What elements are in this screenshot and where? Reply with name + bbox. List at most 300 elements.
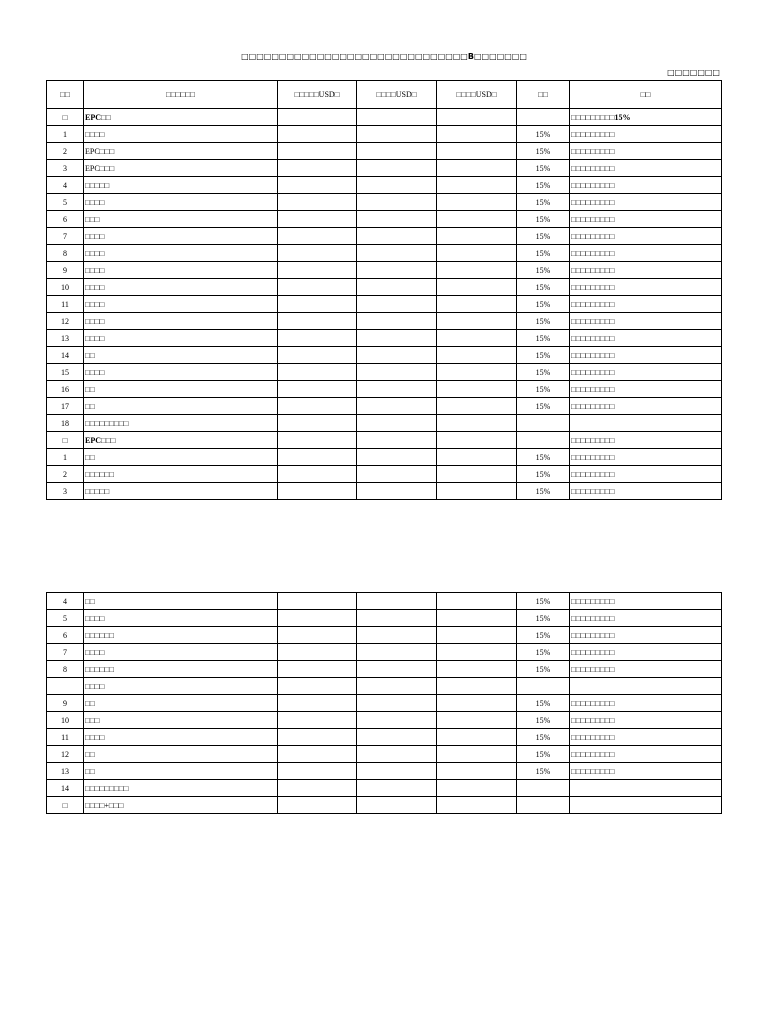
row-number: 3 [47,483,84,500]
row-amount-1 [278,126,357,143]
row-amount-3 [437,780,517,797]
row-note: □□□□□□□□□ [570,381,722,398]
row-note: □□□□□□□□□ [570,194,722,211]
row-number: 6 [47,211,84,228]
row-rate: 15% [517,593,570,610]
table-row [47,245,722,262]
row-rate: 15% [517,228,570,245]
table-row [47,415,722,432]
row-number: □ [47,109,84,126]
row-number: □ [47,432,84,449]
row-amount-1 [278,695,357,712]
row-amount-2 [357,763,437,780]
row-amount-2 [357,780,437,797]
row-amount-1 [278,330,357,347]
row-note [570,780,722,797]
row-rate: 15% [517,177,570,194]
row-number: 5 [47,610,84,627]
row-rate: 15% [517,466,570,483]
row-number: 11 [47,296,84,313]
section-row [47,432,722,449]
row-amount-1 [278,593,357,610]
row-amount-2 [357,449,437,466]
row-item-name: □□□□ [84,364,278,381]
row-rate [517,678,570,695]
row-number: 8 [47,245,84,262]
table-row [47,466,722,483]
row-item-name: □□□□ [84,245,278,262]
table-row [47,211,722,228]
row-item-name: □□□□□ [84,483,278,500]
row-item-name: □□□□ [84,262,278,279]
row-number: 5 [47,194,84,211]
row-amount-3 [437,644,517,661]
table-row [47,330,722,347]
row-note: □□□□□□□□□ [570,644,722,661]
row-number: 10 [47,279,84,296]
header-item-name: □□□□□□ [84,81,278,109]
row-note: □□□□□□□□□ [570,763,722,780]
row-note: □□□□□□□□□ [570,211,722,228]
row-amount-3 [437,347,517,364]
row-amount-2 [357,712,437,729]
row-rate [517,109,570,126]
row-item-name: EPC□□ [84,109,278,126]
row-amount-1 [278,194,357,211]
row-rate [517,432,570,449]
row-amount-1 [278,483,357,500]
row-number: 12 [47,746,84,763]
row-amount-3 [437,449,517,466]
row-note: □□□□□□□□□ [570,279,722,296]
row-amount-2 [357,381,437,398]
row-number: 17 [47,398,84,415]
row-item-name: □□□□ [84,296,278,313]
row-amount-3 [437,381,517,398]
row-item-name: □□□□ [84,729,278,746]
row-rate [517,780,570,797]
row-rate: 15% [517,262,570,279]
row-amount-2 [357,797,437,814]
document-title: □□□□□□□□□□□□□□□□□□□□□□□□□□□□□□B□□□□□□□ [241,52,527,61]
row-amount-3 [437,763,517,780]
row-amount-1 [278,177,357,194]
row-rate: 15% [517,211,570,228]
row-number: 9 [47,262,84,279]
row-amount-3 [437,398,517,415]
row-number: 1 [47,449,84,466]
row-amount-3 [437,593,517,610]
row-number: 9 [47,695,84,712]
row-amount-1 [278,228,357,245]
row-note: □□□□□□□□□ [570,695,722,712]
row-amount-2 [357,194,437,211]
row-amount-2 [357,644,437,661]
row-note: □□□□□□□□□ [570,347,722,364]
row-amount-3 [437,797,517,814]
row-note: □□□□□□□□□15% [570,109,722,126]
table-row [47,797,722,814]
row-amount-3 [437,109,517,126]
row-amount-3 [437,143,517,160]
row-amount-3 [437,330,517,347]
row-note: □□□□□□□□□ [570,228,722,245]
table-row [47,177,722,194]
row-item-name: □□□□□□ [84,627,278,644]
table-row [47,712,722,729]
row-amount-2 [357,109,437,126]
row-item-name: □□ [84,746,278,763]
row-note [570,797,722,814]
row-item-name: □□□□ [84,678,278,695]
row-rate: 15% [517,695,570,712]
row-number: □ [47,797,84,814]
row-number: 7 [47,228,84,245]
row-rate: 15% [517,449,570,466]
row-item-name: EPC□□□ [84,160,278,177]
row-item-name: □□□□□ [84,177,278,194]
table-row [47,661,722,678]
row-amount-2 [357,279,437,296]
row-number: 4 [47,593,84,610]
row-note: □□□□□□□□□ [570,627,722,644]
table-row [47,347,722,364]
row-rate: 15% [517,245,570,262]
row-rate: 15% [517,313,570,330]
row-rate: 15% [517,398,570,415]
row-number: 7 [47,644,84,661]
row-amount-1 [278,763,357,780]
row-amount-2 [357,313,437,330]
row-amount-2 [357,432,437,449]
row-rate: 15% [517,610,570,627]
row-note: □□□□□□□□□ [570,313,722,330]
row-rate [517,797,570,814]
row-item-name: □□□□ [84,610,278,627]
row-amount-1 [278,466,357,483]
header-amount-usd-1: □□□□□USD□ [278,81,357,109]
row-amount-1 [278,296,357,313]
row-item-name: □□□□ [84,228,278,245]
row-amount-1 [278,313,357,330]
row-amount-1 [278,381,357,398]
row-amount-3 [437,415,517,432]
table-row [47,729,722,746]
row-amount-1 [278,712,357,729]
row-amount-2 [357,211,437,228]
row-amount-2 [357,610,437,627]
header-amount-usd-3: □□□□USD□ [437,81,517,109]
row-amount-3 [437,483,517,500]
row-amount-2 [357,729,437,746]
row-rate: 15% [517,160,570,177]
row-item-name: □□□□ [84,644,278,661]
row-number: 14 [47,780,84,797]
row-number: 15 [47,364,84,381]
row-note: □□□□□□□□□ [570,729,722,746]
row-amount-2 [357,160,437,177]
row-amount-2 [357,245,437,262]
header-number: □□ [47,81,84,109]
row-amount-3 [437,627,517,644]
row-amount-3 [437,466,517,483]
row-note [570,678,722,695]
row-note: □□□□□□□□□ [570,449,722,466]
row-amount-2 [357,678,437,695]
row-amount-1 [278,449,357,466]
row-note: □□□□□□□□□ [570,296,722,313]
row-number: 8 [47,661,84,678]
row-note: □□□□□□□□□ [570,398,722,415]
row-item-name: □□□□□□□□□ [84,780,278,797]
table-row [47,398,722,415]
table-row [47,364,722,381]
row-amount-2 [357,143,437,160]
row-amount-3 [437,194,517,211]
row-amount-1 [278,415,357,432]
header-rate: □□ [517,81,570,109]
table-row [47,483,722,500]
row-note: □□□□□□□□□ [570,610,722,627]
table-row [47,627,722,644]
row-amount-1 [278,279,357,296]
table-header-row [47,81,722,109]
table-row [47,143,722,160]
row-amount-3 [437,279,517,296]
row-amount-1 [278,746,357,763]
row-amount-1 [278,729,357,746]
row-note: □□□□□□□□□ [570,262,722,279]
row-rate: 15% [517,483,570,500]
row-rate: 15% [517,712,570,729]
row-amount-1 [278,780,357,797]
row-note: □□□□□□□□□ [570,126,722,143]
row-item-name: □□ [84,347,278,364]
row-amount-3 [437,661,517,678]
row-number [47,678,84,695]
row-note: □□□□□□□□□ [570,661,722,678]
row-rate: 15% [517,644,570,661]
row-rate: 15% [517,381,570,398]
row-amount-2 [357,347,437,364]
row-note: □□□□□□□□□ [570,432,722,449]
row-amount-3 [437,228,517,245]
table-row [47,746,722,763]
row-item-name: EPC□□□ [84,432,278,449]
cost-table-part-2 [46,592,722,814]
row-amount-2 [357,262,437,279]
table-row [47,610,722,627]
table-row [47,228,722,245]
section-row [47,109,722,126]
row-amount-2 [357,466,437,483]
row-amount-3 [437,695,517,712]
row-amount-2 [357,593,437,610]
row-number: 2 [47,466,84,483]
row-rate: 15% [517,729,570,746]
row-amount-2 [357,177,437,194]
row-item-name: □□□□+□□□ [84,797,278,814]
table-row [47,593,722,610]
table-row [47,644,722,661]
row-amount-3 [437,712,517,729]
row-amount-1 [278,644,357,661]
row-rate: 15% [517,661,570,678]
row-amount-3 [437,296,517,313]
row-number: 16 [47,381,84,398]
row-amount-1 [278,610,357,627]
row-note: □□□□□□□□□ [570,746,722,763]
row-item-name: □□□□ [84,330,278,347]
row-number: 14 [47,347,84,364]
row-note: □□□□□□□□□ [570,712,722,729]
table-row [47,780,722,797]
table-row [47,160,722,177]
row-rate: 15% [517,126,570,143]
row-amount-1 [278,398,357,415]
row-amount-2 [357,364,437,381]
table-row [47,695,722,712]
row-amount-1 [278,364,357,381]
row-amount-1 [278,347,357,364]
row-note: □□□□□□□□□ [570,466,722,483]
row-number: 13 [47,330,84,347]
row-note: □□□□□□□□□ [570,593,722,610]
row-amount-2 [357,330,437,347]
row-amount-1 [278,245,357,262]
table-row [47,194,722,211]
row-item-name: □□ [84,398,278,415]
row-amount-3 [437,432,517,449]
row-amount-2 [357,695,437,712]
row-item-name: □□□□□□ [84,466,278,483]
row-rate: 15% [517,763,570,780]
row-rate: 15% [517,746,570,763]
row-amount-1 [278,627,357,644]
row-rate: 15% [517,347,570,364]
row-note [570,415,722,432]
row-item-name: □□□□□□□□□ [84,415,278,432]
row-amount-1 [278,262,357,279]
row-number: 10 [47,712,84,729]
header-note: □□ [570,81,722,109]
row-rate: 15% [517,364,570,381]
row-item-name: □□ [84,763,278,780]
row-amount-2 [357,661,437,678]
row-note: □□□□□□□□□ [570,364,722,381]
row-item-name: □□□□ [84,126,278,143]
table-row [47,126,722,143]
row-number: 3 [47,160,84,177]
row-amount-1 [278,432,357,449]
row-amount-2 [357,296,437,313]
table-row [47,313,722,330]
row-item-name: □□ [84,381,278,398]
row-rate [517,415,570,432]
row-amount-1 [278,797,357,814]
row-amount-1 [278,160,357,177]
row-item-name: □□ [84,695,278,712]
row-note: □□□□□□□□□ [570,245,722,262]
row-amount-3 [437,262,517,279]
row-number: 2 [47,143,84,160]
row-number: 11 [47,729,84,746]
row-item-name: EPC□□□ [84,143,278,160]
row-item-name: □□□□ [84,194,278,211]
row-rate: 15% [517,330,570,347]
row-item-name: □□□□ [84,279,278,296]
row-amount-2 [357,627,437,644]
row-amount-3 [437,160,517,177]
row-amount-1 [278,109,357,126]
row-number: 18 [47,415,84,432]
row-rate: 15% [517,194,570,211]
row-amount-2 [357,228,437,245]
row-amount-3 [437,313,517,330]
table-row [47,279,722,296]
row-note: □□□□□□□□□ [570,177,722,194]
row-amount-1 [278,143,357,160]
row-amount-2 [357,483,437,500]
row-number: 6 [47,627,84,644]
row-rate: 15% [517,143,570,160]
row-item-name: □□□□□□ [84,661,278,678]
row-item-name: □□□□ [84,313,278,330]
table-row [47,381,722,398]
cost-table-part-1 [46,80,722,500]
row-amount-3 [437,211,517,228]
row-amount-2 [357,415,437,432]
row-amount-3 [437,364,517,381]
row-rate: 15% [517,627,570,644]
row-note: □□□□□□□□□ [570,143,722,160]
row-note: □□□□□□□□□ [570,483,722,500]
header-amount-usd-2: □□□□USD□ [357,81,437,109]
row-rate: 15% [517,296,570,313]
table-row [47,296,722,313]
row-amount-3 [437,610,517,627]
table-row [47,763,722,780]
row-amount-3 [437,729,517,746]
row-amount-1 [278,661,357,678]
row-amount-3 [437,126,517,143]
row-amount-2 [357,126,437,143]
unit-note: □□□□□□□ [667,68,720,77]
row-amount-3 [437,245,517,262]
table-row [47,449,722,466]
row-item-name: □□□ [84,712,278,729]
row-rate: 15% [517,279,570,296]
row-item-name: □□ [84,449,278,466]
row-amount-1 [278,678,357,695]
row-amount-3 [437,746,517,763]
row-amount-1 [278,211,357,228]
table-row [47,678,722,695]
row-item-name: □□ [84,593,278,610]
row-amount-2 [357,398,437,415]
row-number: 1 [47,126,84,143]
row-number: 4 [47,177,84,194]
row-amount-2 [357,746,437,763]
row-note: □□□□□□□□□ [570,160,722,177]
row-amount-3 [437,177,517,194]
row-number: 13 [47,763,84,780]
row-item-name: □□□ [84,211,278,228]
table-row [47,262,722,279]
row-note: □□□□□□□□□ [570,330,722,347]
row-amount-3 [437,678,517,695]
row-number: 12 [47,313,84,330]
